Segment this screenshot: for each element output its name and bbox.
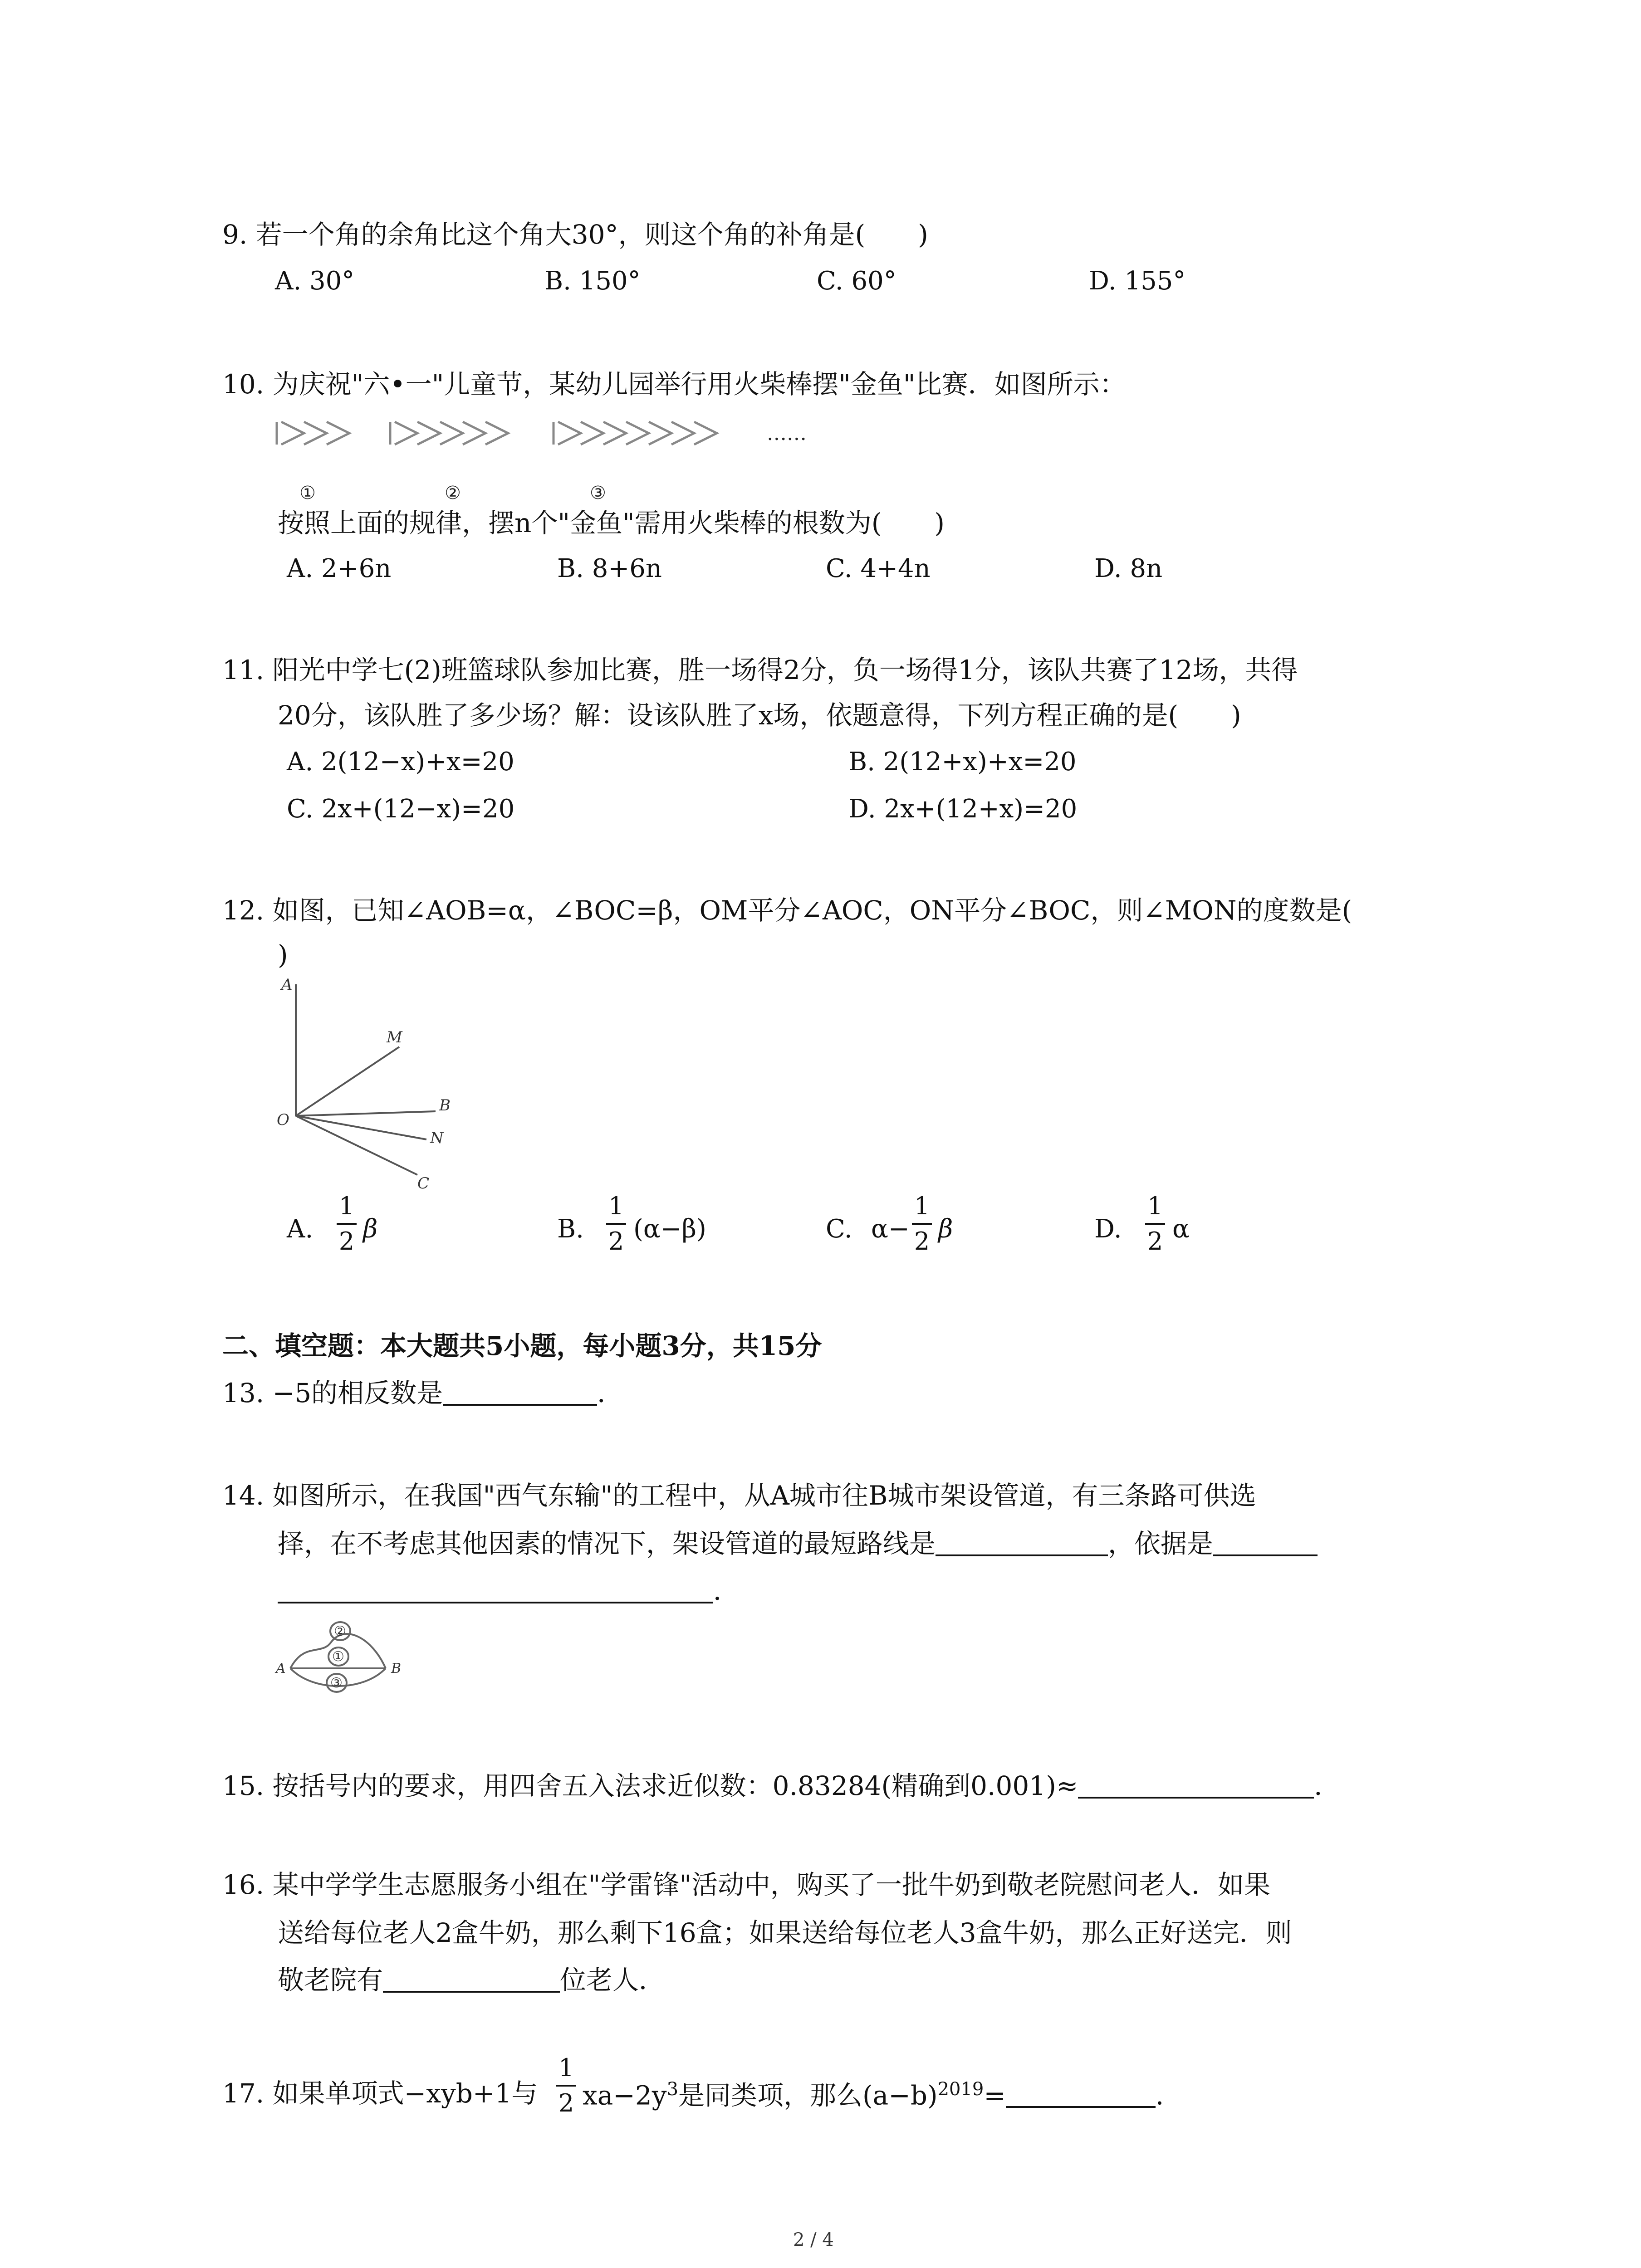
q9-option-d: D. 155° <box>1089 266 1186 296</box>
q13-text: 13. −5的相反数是 <box>222 1378 443 1408</box>
q14-text: 14. 如图所示，在我国"西气东输"的工程中，从A城市往B城市架设管道，有三条路可供选 <box>222 1480 1256 1511</box>
q12-option-c-tail: β <box>938 1214 953 1244</box>
q14-text2a: 择，在不考虑其他因素的情况下，架设管道的最短路线是 <box>278 1528 936 1559</box>
q14-route-figure <box>272 1615 422 1696</box>
q17-den: 2 <box>558 2089 574 2117</box>
q9-option-a: A. 30° <box>275 266 355 296</box>
q14-label-1: ① <box>332 1649 344 1665</box>
q12-option-d-label: D. <box>1094 1214 1122 1244</box>
q12-option-b-label: B. <box>557 1214 584 1244</box>
section-heading: 二、填空题：本大题共5小题，每小题3分，共15分 <box>222 1330 822 1361</box>
q17-exp: 3 <box>666 2079 679 2100</box>
q10-text2: 按照上面的规律，摆n个"金鱼"需用火柴棒的根数为( ) <box>278 508 945 538</box>
q12-label-A: A <box>281 976 293 994</box>
q10-option-d: D. 8n <box>1094 554 1163 583</box>
q17-exp2: 2019 <box>937 2079 984 2100</box>
q10-label-2: ② <box>445 483 461 503</box>
q12-label-M: M <box>387 1028 402 1046</box>
q13-tail: ． <box>597 1378 624 1408</box>
q13-line <box>222 1380 623 1406</box>
q12-option-d-den: 2 <box>1147 1227 1163 1256</box>
q12-option-a-label: A. <box>287 1214 314 1244</box>
q12-option-d-num: 1 <box>1147 1192 1163 1220</box>
q12-text: 12. 如图，已知∠AOB=α，∠BOC=β，OM平分∠AOC，ON平分∠BOC，则∠MON的度数是( <box>222 895 1352 926</box>
q12-option-c-head: α− <box>871 1214 910 1244</box>
q10-option-c: C. 4+4n <box>826 554 931 583</box>
q16-text: 16. 某中学学生志愿服务小组在"学雷锋"活动中，购买了一批牛奶到敬老院慰问老人．如果 <box>222 1869 1271 1900</box>
q12-option-b-fraction <box>606 1194 626 1254</box>
q17-head: 17. 如果单项式−xyb+1与 <box>222 2078 538 2109</box>
q12-option-c-fraction <box>912 1194 932 1254</box>
q10-label-1: ① <box>299 483 316 503</box>
q10-text: 10. 为庆祝"六•一"儿童节，某幼儿园举行用火柴棒摆"金鱼"比赛．如图所示： <box>222 369 1126 400</box>
q16-line3 <box>278 1967 665 1993</box>
q17-tail: ． <box>1155 2080 1182 2111</box>
page-number: 2 / 4 <box>793 2229 834 2250</box>
q17-fraction <box>556 2053 576 2117</box>
q10-option-a: A. 2+6n <box>287 554 392 583</box>
q17-mid: xa−2y <box>583 2080 667 2111</box>
q10-label-3: ③ <box>590 483 606 503</box>
q12-option-a-den: 2 <box>338 1227 355 1256</box>
q15-tail: ． <box>1314 1770 1341 1801</box>
q14-label-3: ③ <box>330 1675 343 1691</box>
q13-answer-blank <box>443 1380 597 1406</box>
q15-line <box>222 1770 1341 1801</box>
q14-reason-blank-1 <box>1213 1531 1318 1556</box>
q12-label-O: O <box>277 1111 289 1129</box>
q16-text3a: 敬老院有 <box>278 1965 383 1995</box>
q14-label-2: ② <box>334 1623 346 1639</box>
q15-answer-blank <box>1078 1773 1314 1799</box>
q12-option-d-tail: α <box>1172 1214 1190 1244</box>
q12-option-c-num: 1 <box>914 1192 930 1220</box>
q14-label-B: B <box>391 1661 402 1677</box>
q11-option-b: B. 2(12+x)+x=20 <box>848 747 1077 777</box>
q17-num: 1 <box>558 2053 574 2082</box>
q9-text: 9. 若一个角的余角比这个角大30°，则这个角的补角是( ) <box>222 219 928 250</box>
q14-label-A: A <box>276 1661 286 1677</box>
q12-option-a-fraction <box>337 1194 357 1254</box>
q10-option-b: B. 8+6n <box>557 554 662 583</box>
q16-text3b: 位老人． <box>560 1965 666 1995</box>
q12-label-N: N <box>430 1129 444 1147</box>
q14-reason-blank-2 <box>278 1578 713 1603</box>
q14-line2 <box>278 1530 1318 1557</box>
q14-line3 <box>278 1575 740 1606</box>
q9-option-c: C. 60° <box>817 266 896 296</box>
q16-answer-blank <box>383 1967 560 1993</box>
q12-option-a-num: 1 <box>338 1192 355 1220</box>
q12-text2: ) <box>278 939 288 970</box>
q17-rest <box>583 2079 1182 2111</box>
q10-ellipsis: …… <box>767 422 807 445</box>
q17-answer-blank <box>1006 2082 1156 2108</box>
q14-tail: ． <box>713 1575 740 1606</box>
q12-option-b-tail: (α−β) <box>633 1214 706 1244</box>
q12-option-b-num: 1 <box>608 1192 624 1220</box>
q17-mid3: = <box>984 2080 1006 2111</box>
q12-option-a-tail: β <box>363 1214 378 1244</box>
q11-option-d: D. 2x+(12+x)=20 <box>848 794 1078 824</box>
q12-option-c-label: C. <box>826 1214 852 1244</box>
q12-option-d-fraction <box>1145 1194 1165 1254</box>
q12-option-b-den: 2 <box>608 1227 624 1256</box>
q17-mid2: 是同类项，那么(a−b) <box>678 2080 938 2111</box>
q11-option-c: C. 2x+(12−x)=20 <box>287 794 515 824</box>
q11-text2: 20分，该队胜了多少场？解：设该队胜了x场，依题意得，下列方程正确的是( ) <box>278 700 1241 731</box>
q15-text: 15. 按括号内的要求，用四舍五入法求近似数：0.83284(精确到0.001)≈ <box>222 1770 1078 1801</box>
q9-option-b: B. 150° <box>544 266 641 296</box>
q12-label-B: B <box>439 1096 451 1114</box>
q12-angle-figure <box>268 975 485 1202</box>
q16-text2: 送给每位老人2盒牛奶，那么剩下16盒；如果送给每位老人3盒牛奶，那么正好送完．则 <box>278 1917 1292 1948</box>
q14-route-blank <box>936 1531 1108 1556</box>
q10-goldfish-figure <box>272 408 862 513</box>
q12-option-c-den: 2 <box>914 1227 930 1256</box>
q11-text: 11. 阳光中学七(2)班篮球队参加比赛，胜一场得2分，负一场得1分，该队共赛了12场，共得 <box>222 655 1298 685</box>
q14-text2b: ，依据是 <box>1108 1528 1214 1559</box>
q12-label-C: C <box>417 1174 430 1193</box>
q11-option-a: A. 2(12−x)+x=20 <box>287 747 514 777</box>
